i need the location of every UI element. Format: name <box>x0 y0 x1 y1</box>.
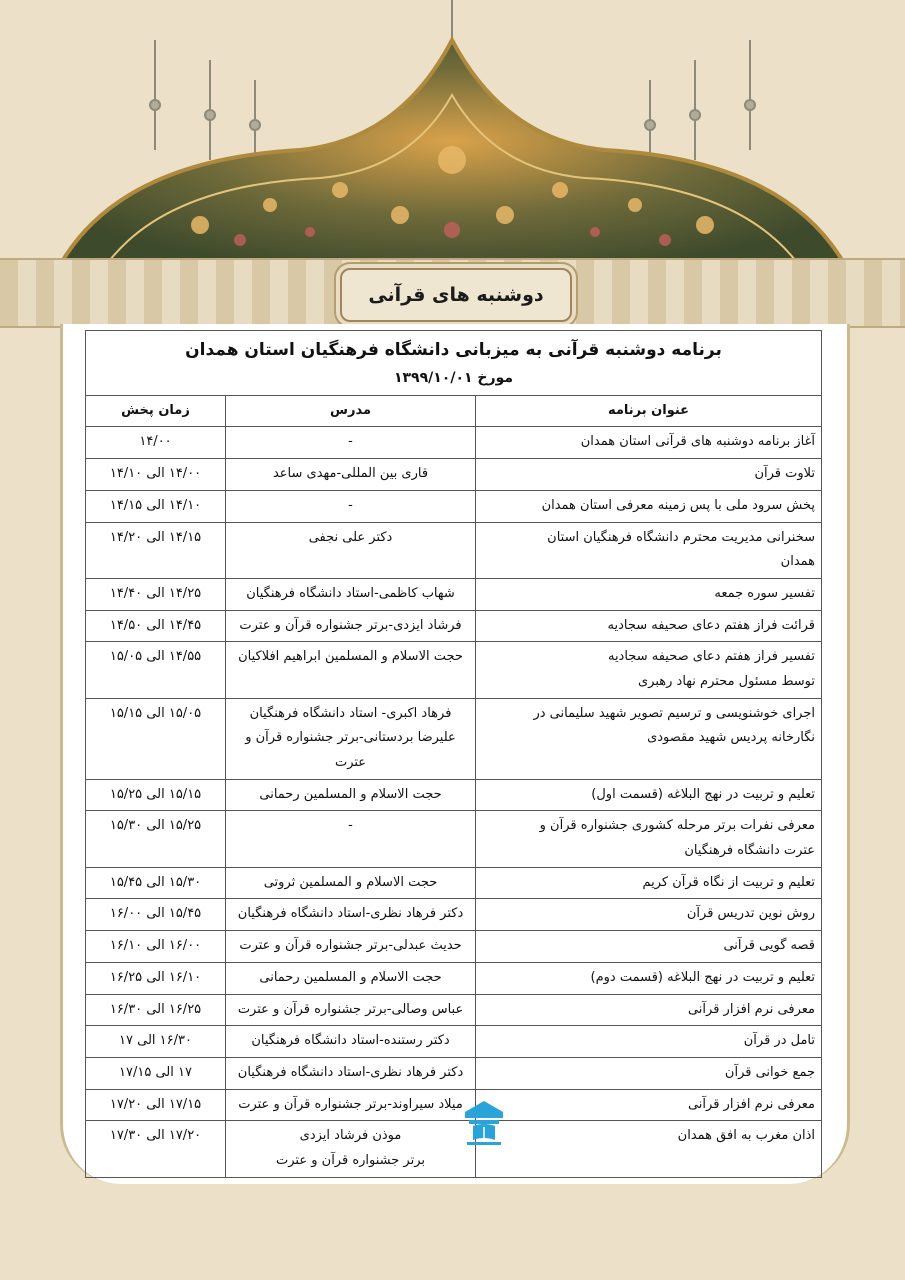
program-title-text: روش نوین تدریس قرآن <box>686 906 816 922</box>
broadcast-time-cell: ۱۴/۵۵ الی ۱۵/۰۵ <box>86 642 226 698</box>
teacher-cell <box>226 1026 476 1058</box>
program-title-text: تفسیر فراز هفتم دعای صحیفه سجادیه <box>607 649 816 665</box>
teacher-text: فرشاد ایزدی-برتر جشنواره قرآن و عترت <box>239 617 462 633</box>
program-title: برنامه دوشنبه قرآنی به میزبانی دانشگاه فرهنگیان استان همدان <box>185 340 722 360</box>
teacher-cell <box>226 1057 476 1089</box>
program-title-cell <box>476 962 822 994</box>
program-title-cell <box>476 522 822 578</box>
program-title-text: تعلیم و تربیت در نهج البلاغه (قسمت اول) <box>591 786 816 802</box>
table-row <box>86 490 822 522</box>
teacher-cell <box>226 994 476 1026</box>
teacher-cell <box>226 899 476 931</box>
program-title-text: پخش سرود ملی با پس زمینه معرفی استان همدان <box>541 497 816 513</box>
teacher-text: قاری بین المللی-مهدی ساعد <box>272 466 429 482</box>
program-title-cell <box>476 427 822 459</box>
table-row <box>86 578 822 610</box>
teacher-text: حجت الاسلام و المسلمین رحمانی <box>259 786 442 802</box>
program-title-cell <box>476 642 822 698</box>
program-title-text: نگارخانه پردیس شهید مقصودی <box>647 730 816 746</box>
program-title-cell <box>476 490 822 522</box>
program-title-cell <box>476 811 822 867</box>
teacher-text: فرهاد اکبری- استاد دانشگاه فرهنگیان <box>249 705 452 721</box>
broadcast-time-cell: ۱۶/۰۰ الی ۱۶/۱۰ <box>86 931 226 963</box>
teacher-text: حجت الاسلام و المسلمین رحمانی <box>259 969 442 985</box>
table-row <box>86 698 822 779</box>
teacher-text: دکتر فرهاد نظری-استاد دانشگاه فرهنگیان <box>237 1064 464 1080</box>
broadcast-time-cell: ۱۶/۲۵ الی ۱۶/۳۰ <box>86 994 226 1026</box>
teacher-text: شهاب کاظمی-استاد دانشگاه فرهنگیان <box>246 585 455 601</box>
program-title-text: اجرای خوشنویسی و ترسیم تصویر شهید سلیمانی در <box>533 705 816 721</box>
broadcast-time-cell: ۱۴/۰۰ <box>86 427 226 459</box>
teacher-cell <box>226 578 476 610</box>
broadcast-time-cell: ۱۷/۲۰ الی ۱۷/۳۰ <box>86 1121 226 1177</box>
program-title-cell <box>476 1121 822 1177</box>
table-row <box>86 779 822 811</box>
teacher-text: - <box>348 818 353 834</box>
teacher-text: حجت الاسلام و المسلمین ثروتی <box>263 874 438 890</box>
program-title-cell <box>476 1057 822 1089</box>
teacher-cell <box>226 1121 476 1177</box>
column-header-teacher: مدرس <box>226 395 476 427</box>
table-row <box>86 867 822 899</box>
broadcast-time-cell: ۱۵/۱۵ الی ۱۵/۲۵ <box>86 779 226 811</box>
program-title-cell <box>476 459 822 491</box>
table-row <box>86 994 822 1026</box>
broadcast-time-cell: ۱۶/۳۰ الی ۱۷ <box>86 1026 226 1058</box>
teacher-cell <box>226 811 476 867</box>
broadcast-time-cell: ۱۴/۱۰ الی ۱۴/۱۵ <box>86 490 226 522</box>
program-title-text: همدان <box>780 554 816 570</box>
university-logo <box>461 1098 507 1156</box>
broadcast-time-cell: ۱۴/۰۰ الی ۱۴/۱۰ <box>86 459 226 491</box>
program-title-text: عترت دانشگاه فرهنگیان <box>684 843 816 859</box>
schedule-table <box>85 330 822 1178</box>
teacher-text: - <box>348 434 353 450</box>
table-heading <box>86 331 822 396</box>
program-title-cell <box>476 867 822 899</box>
program-title-cell <box>476 931 822 963</box>
teacher-cell <box>226 522 476 578</box>
program-title-text: معرفی نرم افزار قرآنی <box>687 1001 816 1017</box>
table-row <box>86 962 822 994</box>
teacher-text: حجت الاسلام و المسلمین ابراهیم افلاکیان <box>238 649 463 665</box>
program-title-cell <box>476 994 822 1026</box>
program-title-cell <box>476 779 822 811</box>
teacher-cell <box>226 490 476 522</box>
teacher-text: موذن فرشاد ایزدی <box>299 1128 402 1144</box>
program-title-cell <box>476 610 822 642</box>
program-title-text: تلاوت قرآن <box>754 466 816 482</box>
teacher-cell <box>226 931 476 963</box>
program-title-text: تفسیر سوره جمعه <box>714 585 816 601</box>
schedule-body <box>86 427 822 1177</box>
teacher-cell <box>226 867 476 899</box>
table-row <box>86 931 822 963</box>
teacher-cell <box>226 610 476 642</box>
column-header-time: زمان پخش <box>86 395 226 427</box>
program-title-text: سخنرانی مدیریت محترم دانشگاه فرهنگیان استان <box>547 529 816 545</box>
teacher-text: حدیث عبدلی-برتر جشنواره قرآن و عترت <box>239 938 462 954</box>
table-row <box>86 811 822 867</box>
program-title-text: جمع خوانی قرآن <box>724 1064 816 1080</box>
table-row <box>86 1026 822 1058</box>
program-title-cell <box>476 1089 822 1121</box>
teacher-text: دکتر علی نجفی <box>308 529 393 545</box>
broadcast-time-cell: ۱۵/۰۵ الی ۱۵/۱۵ <box>86 698 226 779</box>
program-title-text: آغاز برنامه دوشنبه های قرآنی استان همدان <box>580 434 816 450</box>
broadcast-time-cell: ۱۴/۱۵ الی ۱۴/۲۰ <box>86 522 226 578</box>
program-title-text: تعلیم و تربیت از نگاه قرآن کریم <box>642 874 816 890</box>
table-row <box>86 1089 822 1121</box>
program-title-text: قصه گویی قرآنی <box>723 938 816 954</box>
table-row <box>86 522 822 578</box>
program-title-cell <box>476 578 822 610</box>
teacher-cell <box>226 459 476 491</box>
teacher-cell <box>226 698 476 779</box>
broadcast-time-cell: ۱۵/۳۰ الی ۱۵/۴۵ <box>86 867 226 899</box>
teacher-cell <box>226 779 476 811</box>
table-row <box>86 899 822 931</box>
program-title-text: تامل در قرآن <box>743 1033 816 1049</box>
program-title-text: معرفی نفرات برتر مرحله کشوری جشنواره قرآن و <box>539 818 816 834</box>
program-title-text: قرائت فراز هفتم دعای صحیفه سجادیه <box>607 617 816 633</box>
broadcast-time-cell: ۱۴/۴۵ الی ۱۴/۵۰ <box>86 610 226 642</box>
broadcast-time-cell: ۱۶/۱۰ الی ۱۶/۲۵ <box>86 962 226 994</box>
teacher-text: - <box>348 497 353 513</box>
teacher-text: دکتر رستنده-استاد دانشگاه فرهنگیان <box>251 1033 450 1049</box>
broadcast-time-cell: ۱۴/۲۵ الی ۱۴/۴۰ <box>86 578 226 610</box>
teacher-text: برتر جشنواره قرآن و عترت <box>276 1152 426 1168</box>
teacher-cell <box>226 642 476 698</box>
banner-title: دوشنبه های قرآنی <box>340 268 572 322</box>
farhangian-university-logo-icon <box>461 1098 507 1156</box>
program-title-text: اذان مغرب به افق همدان <box>677 1128 816 1144</box>
table-row <box>86 427 822 459</box>
program-title-cell <box>476 899 822 931</box>
broadcast-time-cell: ۱۵/۴۵ الی ۱۶/۰۰ <box>86 899 226 931</box>
broadcast-time-cell: ۱۷ الی ۱۷/۱۵ <box>86 1057 226 1089</box>
program-date: مورخ ۱۳۹۹/۱۰/۰۱ <box>393 369 514 386</box>
table-row <box>86 610 822 642</box>
teacher-cell <box>226 427 476 459</box>
program-title-text: تعلیم و تربیت در نهج البلاغه (قسمت دوم) <box>590 969 816 985</box>
teacher-text: دکتر فرهاد نظری-استاد دانشگاه فرهنگیان <box>237 906 464 922</box>
teacher-text: عباس وصالی-برتر جشنواره قرآن و عترت <box>237 1001 464 1017</box>
program-title-cell <box>476 1026 822 1058</box>
table-row <box>86 1057 822 1089</box>
table-row <box>86 642 822 698</box>
teacher-cell <box>226 962 476 994</box>
broadcast-time-cell: ۱۷/۱۵ الی ۱۷/۲۰ <box>86 1089 226 1121</box>
program-title-cell <box>476 698 822 779</box>
teacher-text: علیرضا بردستانی-برتر جشنواره قرآن و عترت <box>245 730 456 771</box>
program-title-text: توسط مسئول محترم نهاد رهبری <box>638 673 816 689</box>
table-row <box>86 1121 822 1177</box>
teacher-cell <box>226 1089 476 1121</box>
broadcast-time-cell: ۱۵/۲۵ الی ۱۵/۳۰ <box>86 811 226 867</box>
program-title-text: معرفی نرم افزار قرآنی <box>687 1096 816 1112</box>
teacher-text: میلاد سیراوند-برتر جشنواره قرآن و عترت <box>238 1096 463 1112</box>
table-row <box>86 459 822 491</box>
column-header-title: عنوان برنامه <box>476 395 822 427</box>
